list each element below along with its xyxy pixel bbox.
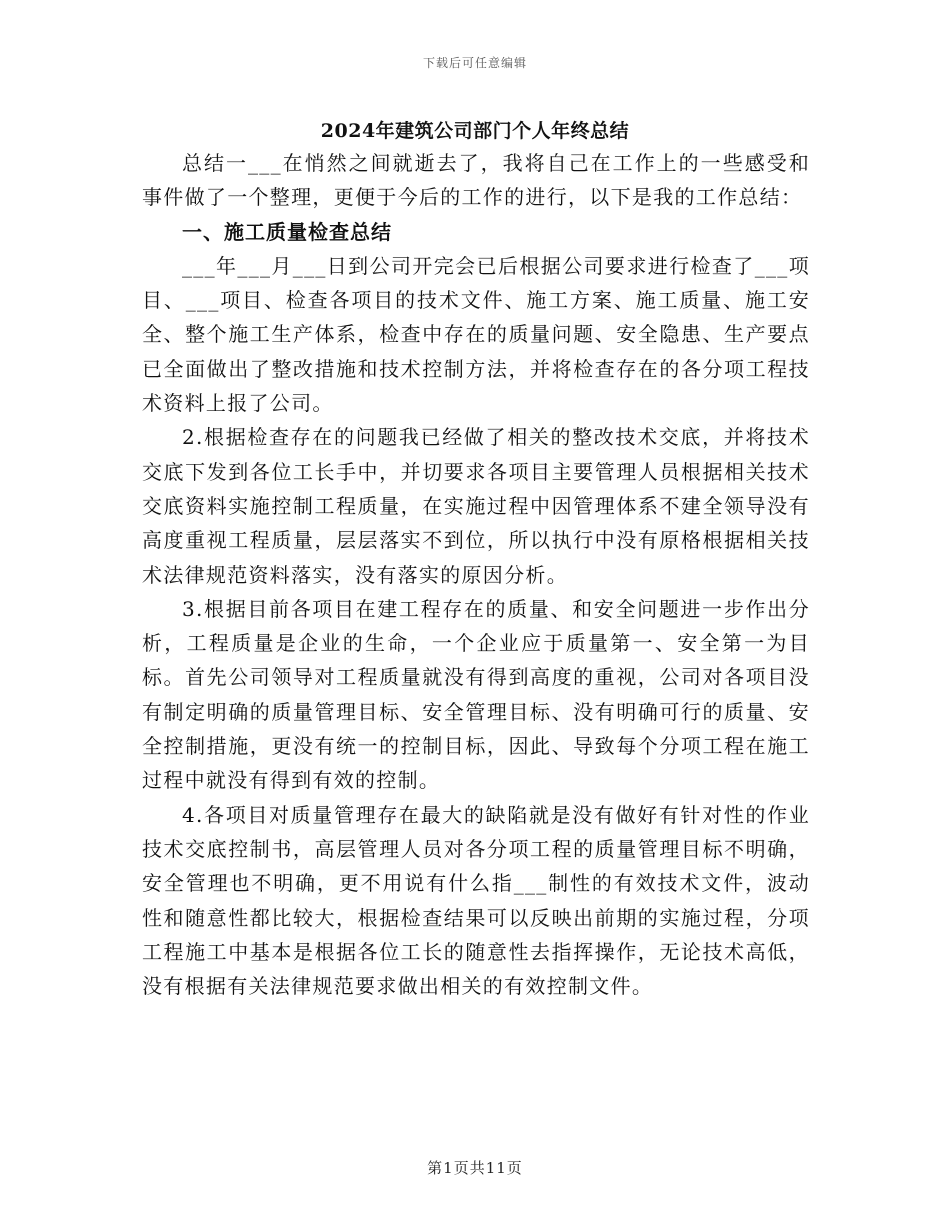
page-number: 第1页共11页 bbox=[427, 1159, 523, 1177]
paragraph-item-4: 4.各项目对质量管理存在最大的缺陷就是没有做好有针对性的作业技术交底控制书，高层管理人员对各分项工程的质量管理目标不明确，安全管理也不明确，更不用说有什么指___制性的有效技术文件，波动性和随意性都比较大，根据检查结果可以反映出前期的实施过程，分项工程施工中基本是根据各位工长的随意性去指挥操作，无论技术高低，没有根据有关法律规范要求做出相关的有效控制文件。 bbox=[142, 802, 810, 999]
document-body bbox=[142, 146, 810, 1003]
header-note: 下载后可任意编辑 bbox=[422, 56, 527, 70]
paragraph-item-3: 3.根据目前各项目在建工程存在的质量、和安全问题进一步作出分析，工程质量是企业的生命，一个企业应于质量第一、安全第一为目标。首先公司领导对工程质量就没有得到高度的重视，公司对各项目没有制定明确的质量管理目标、安全管理目标、没有明确可行的质量、安全控制措施，更没有统一的控制目标，因此、导致每个分项工程在施工过程中就没有得到有效的控制。 bbox=[142, 596, 810, 793]
paragraph-inspection: ___年___月___日到公司开完会已后根据公司要求进行检查了___项目、___项目、检查各项目的技术文件、施工方案、施工质量、施工安全、整个施工生产体系，检查中存在的质量问题、安全隐患、生产要点已全面做出了整改措施和技术控制方法，并将检查存在的各分项工程技术资料上报了公司。 bbox=[142, 253, 810, 416]
paragraph-item-2: 2.根据检查存在的问题我已经做了相关的整改技术交底，并将技术交底下发到各位工长手中，并切要求各项目主要管理人员根据相关技术交底资料实施控制工程质量，在实施过程中因管理体系不建全领导没有高度重视工程质量，层层落实不到位，所以执行中没有原格根据相关技术法律规范资料落实，没有落实的原因分析。 bbox=[142, 425, 810, 587]
intro-paragraph: 总结一___在悄然之间就逝去了，我将自己在工作上的一些感受和事件做了一个整理，更便于今后的工作的进行，以下是我的工作总结： bbox=[142, 151, 810, 210]
section-heading: 一、施工质量检查总结 bbox=[182, 219, 392, 244]
document-title: 2024年建筑公司部门个人年终总结 bbox=[320, 120, 630, 142]
